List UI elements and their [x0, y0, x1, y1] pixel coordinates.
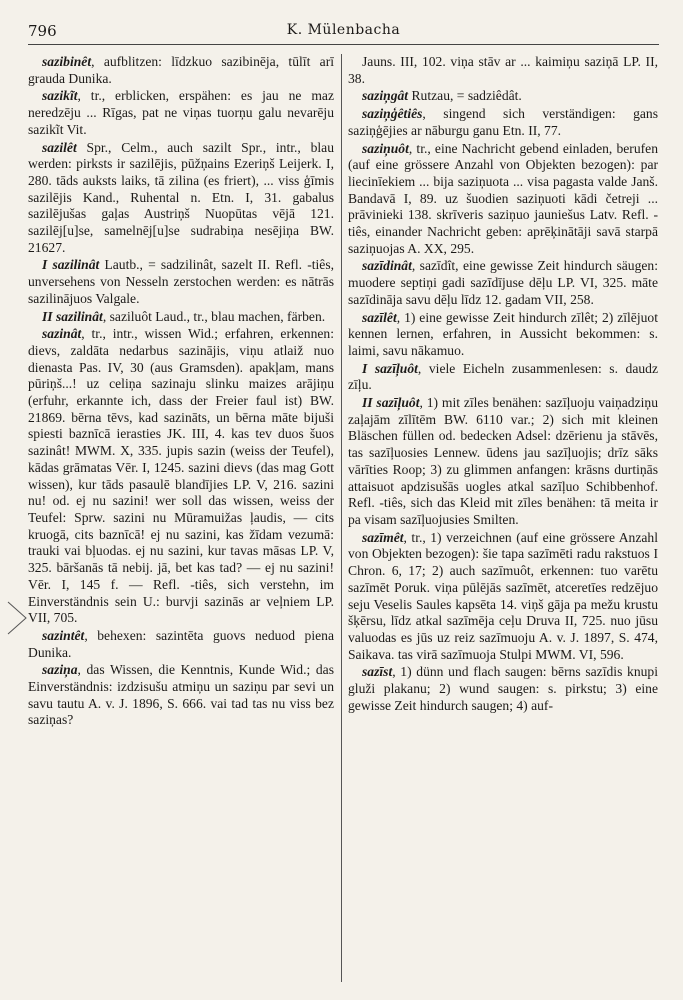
headword: sazilêt [42, 139, 77, 155]
headword: sazibinêt [42, 54, 92, 69]
headword: saziņģêtiês [362, 106, 423, 122]
left-column [28, 54, 334, 984]
entry-sazilet: sazilêt Spr., Celm., auch sazilt Spr., intr., blau werden: pirksts ir sazilējis, pūžņains Ezeriņš Leijerk. I, 280. tāds auksts laiks, tā zilina (es friert), ... viss ģīmis sazilējis Kand., Ruhental n. Etn. I, 31. gabalus sazilējušas gaļas Austriņš Nuopūtas vējā 121. sazilēj[u]se, samelnēj[u]se sudrabiņa nesējiņa BW. 21627. [28, 139, 334, 255]
headword: sazīdinât [362, 258, 412, 274]
entry-sazingat: saziņgât Rutzau, = sadziêdât. [362, 88, 522, 104]
headword: sazīmêt [362, 529, 404, 545]
entry-sazinuot: saziņuôt, tr., eine Nachricht gebend einladen, berufen (auf eine grössere Anzahl von Objekten bezogen): par liecinīekiem ... bija saziņuota ... visa pagasta valde Janš. Bandavā I, 89. uz šuodien saziņuoti kādi četreji ... prāvinieki 138. skrīveris saziņuo jauniešus Latv. Refl. -tiês, einander Nachricht geben: aprēķinātāji savā starpā saziņuojas A. XX, 295. [348, 140, 658, 256]
page-number: 796 [28, 22, 57, 40]
entry-sazilinat-2: II sazilinât, saziluôt Laud., tr., blau machen, färben. [42, 308, 326, 324]
entry-sazibinet: sazibinêt, aufblitzen: līdzkuo sazibinēja, tūlīt arī grauda Dunika. [28, 54, 334, 86]
entry-sazilet-2: sazīlêt, 1) eine gewisse Zeit hindurch zīlêt; 2) zīlējuot kennen lernen, erfahren, in Aussicht bekommen: s. laimi, savu nākamuo. [348, 309, 658, 358]
headword: saziņgât [362, 88, 409, 104]
column-divider [341, 54, 342, 982]
entry-sazilinat-1: I sazilinât Lautb., = sadzilinât, sazelt II. Refl. -tiês, unversehens von Nesseln zerstochen werden: es nātrās sazilinājuos Valgale. [28, 257, 334, 306]
headword: saziņuôt [362, 140, 409, 156]
headword: I sazilinât [42, 257, 100, 273]
right-column [348, 54, 658, 984]
headword: sazintêt [42, 627, 85, 643]
margin-bracket-mark [6, 600, 28, 636]
headword: sazīst [362, 664, 393, 680]
header-rule [28, 44, 659, 45]
headword: saziņa [42, 662, 78, 678]
entry-sazidinat: sazīdinât, sazīdît, eine gewisse Zeit hindurch säugen: muodere septiņi gadi sazīdījuse dēļu LP. VI, 325. māte sazīdināja savu dēļu līdz 12. gadam VII, 258. [348, 258, 658, 307]
entry-sazingeties: saziņģêtiês, singend sich verständigen: gans saziņģējies ar nāburgu ganu Etn. II, 77. [348, 106, 658, 138]
page-header [28, 22, 659, 42]
headword: I sazīļuôt [362, 360, 418, 376]
headword: sazinât [42, 326, 82, 342]
entry-saziluot-1: I sazīļuôt, viele Eicheln zusammenlesen: s. daudz zīļu. [348, 360, 658, 393]
running-title: K. Mülenbacha [286, 22, 401, 38]
headword: sazikĩt [42, 88, 78, 104]
entry-sazinat: sazinât, tr., intr., wissen Wid.; erfahren, erkennen: dievs, zaldāta nedarbus sazinājis, viņu atlaiž nuo dienasta Pas. IV, 30 (aus Gramsden). apakļam, mans pūriņš...! uz celiņa sazinaju slinku maizes arājiņu (erfuhr, erkannte ich, dass der Freier faul ist) BW. 21869. bērna tēvs, kad sazināts, un bērna māte bijuši spiesti baznīcā ierasties JK. III, 4. kas tev duos šuos sazinât! MWM. X, 335. jupis sazin (weiss der Teufel), kādas grāmatas Vēr. I, 1245. sazini dievs (das mag Gott wissen), kur tāds pasaulē blandījies LP. V, 216. sazini nu! od. ej nu sazini! wer soll das wissen, weiss der Teufel: Sprw. sazini nu Mūramuižas ļaudis, — cits kruogā, cits baznīcā! ej nu sazini, kas žīdam vezumā: trauki vai bļuodas. ej nu sazini, kur tavas māsas LP. V, 325. bāršanās tā nebij. jā, bet kas tad? — ej nu sazini! Vēr. I, 145 f. — Refl. -tiês, sich verstehn, im Einverständnis sein U.: burvji sazinās ar veļniem LP. VII, 705. [28, 326, 334, 626]
headword: II sazīļuôt [362, 395, 420, 411]
entry-saziluot-2: II sazīļuôt, 1) mit zīles benähen: sazīļuoju vaiņadziņu zaļajām zīlītēm BW. 6110 var.; 2) sich mit kleinen Bläschen füllen od. bedecken Adsel: dzērienu ja stāvēs, tas sazīļuosies Lennew. ūdens jau sazīļuojis; drīz sāks vārīties Roop; 3) zu glimmen anfangen: krāsns durtiņās attaisuot apdzisušās uogles atkal sazīļuo Schibbenhof. Refl. -tiês, sich das Kleid mit zīles benähen: tā meita ir pa visam sazīļuojusies Smilten. [348, 395, 658, 527]
entry-sazist: sazīst, 1) dünn und flach saugen: bērns sazīdis knupi gluži plakanu; 2) wund saugen: s. pirkstu; 3) eine gewisse Zeit hindurch saugen; 4) auf- [348, 664, 658, 713]
entry-sazina: saziņa, das Wissen, die Kenntnis, Kunde Wid.; das Einverständnis: izdzisušu atmiņu un saziņu par sevi un savu tautu A. v. J. 1896, S. 666. vai tad tas nu viss bez saziņas? [28, 662, 334, 728]
headword: II sazilinât [42, 308, 103, 324]
entry-continuation: Jauns. III, 102. viņa stāv ar ... kaimiņu saziņā LP. II, 38. [348, 54, 658, 86]
entry-sazimet: sazīmêt, tr., 1) verzeichnen (auf eine grössere Anzahl von Objekten bezogen): šie tapa sazīmēti radu rakstuos I Chron. 6, 17; 2) auch sazīmuôt, erkennen: tuo varētu sazīmēt Poruk. viņa pūlējās sazīmēt, atceretīes redzējuo seju Veselis Saules kapsēta 14. viņš gāja pa mežu krustu šķērsu, līdz atkal sazīmēja ceļu Druva II, 725. nuo jūsu valuodas es jūs uz reiz sazīmuoju A. v. J. 1897, S. 474, Saikava. tas virā sazīmuoja Stulpi MWM. VI, 596. [348, 529, 658, 662]
headword: sazīlêt [362, 309, 397, 325]
entry-sazintet: sazintêt, behexen: sazintēta guovs neduod piena Dunika. [28, 627, 334, 660]
entry-sazikit: sazikĩt, tr., erblicken, erspähen: es jau ne maz neredzēju ... Rīgas, pat ne viņas tuorņu galu nevarēju sazikĩt Vit. [28, 88, 334, 137]
